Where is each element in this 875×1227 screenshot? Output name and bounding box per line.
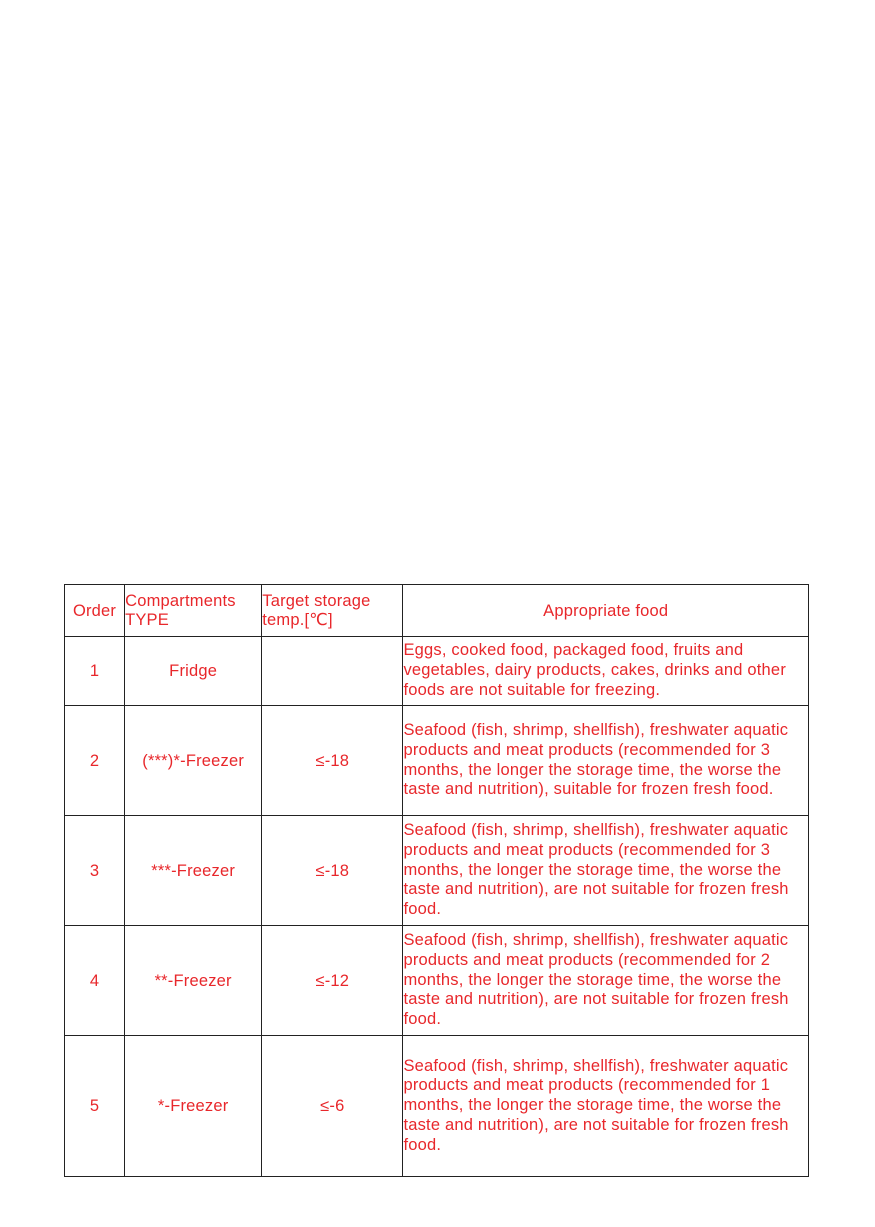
table-row [65, 637, 809, 706]
row-food-text: Eggs, cooked food, packaged food, fruits and vegetables, dairy products, cakes, drinks and other foods are not suitable for freezing. [403, 641, 787, 699]
table-row [65, 706, 809, 816]
row-target-temp: ≤-6 [262, 1036, 403, 1177]
row-order: 1 [65, 637, 125, 706]
row-target-temp: ≤-18 [262, 706, 403, 816]
row-compartment-type: **-Freezer [125, 926, 262, 1036]
header-appropriate-food: Appropriate food [403, 585, 809, 637]
row-order: 5 [65, 1036, 125, 1177]
header-compartment-type [125, 585, 262, 637]
row-compartment-type: (***)*-Freezer [125, 706, 262, 816]
row-appropriate-food [403, 1036, 809, 1177]
row-compartment-type: *-Freezer [125, 1036, 262, 1177]
row-food-text: Seafood (fish, shrimp, shellfish), freshwater aquatic products and meat products (recommended for 1 months, the longer the storage time, the worse the taste and nutrition), are not suitable for frozen fresh food. [403, 1056, 789, 1154]
row-compartment-type: ***-Freezer [125, 816, 262, 926]
row-appropriate-food [403, 706, 809, 816]
row-order: 2 [65, 706, 125, 816]
storage-table [64, 584, 809, 1177]
header-type-line2: TYPE [125, 610, 169, 629]
row-target-temp: ≤-18 [262, 816, 403, 926]
header-temp-line2: temp.[℃] [262, 610, 333, 629]
row-order: 3 [65, 816, 125, 926]
table-header-row [65, 585, 809, 637]
row-food-text: Seafood (fish, shrimp, shellfish), freshwater aquatic products and meat products (recommended for 3 months, the longer the storage time, the worse the taste and nutrition), suitable for frozen fresh food. [403, 720, 789, 799]
row-appropriate-food [403, 816, 809, 926]
header-type-line1: Compartments [125, 591, 236, 610]
row-target-temp: ≤-12 [262, 926, 403, 1036]
header-order: Order [65, 585, 125, 637]
table-row [65, 816, 809, 926]
row-appropriate-food [403, 637, 809, 706]
row-food-text: Seafood (fish, shrimp, shellfish), freshwater aquatic products and meat products (recommended for 3 months, the longer the storage time, the worse the taste and nutrition), are not suitable for frozen fresh food. [403, 821, 789, 919]
row-target-temp [262, 637, 403, 706]
table-row [65, 926, 809, 1036]
header-temp-line1: Target storage [262, 591, 371, 610]
row-compartment-type: Fridge [125, 637, 262, 706]
row-food-text: Seafood (fish, shrimp, shellfish), freshwater aquatic products and meat products (recommended for 2 months, the longer the storage time, the worse the taste and nutrition), are not suitable for frozen fresh food. [403, 931, 789, 1029]
header-target-temp [262, 585, 403, 637]
table-row [65, 1036, 809, 1177]
row-appropriate-food [403, 926, 809, 1036]
row-order: 4 [65, 926, 125, 1036]
